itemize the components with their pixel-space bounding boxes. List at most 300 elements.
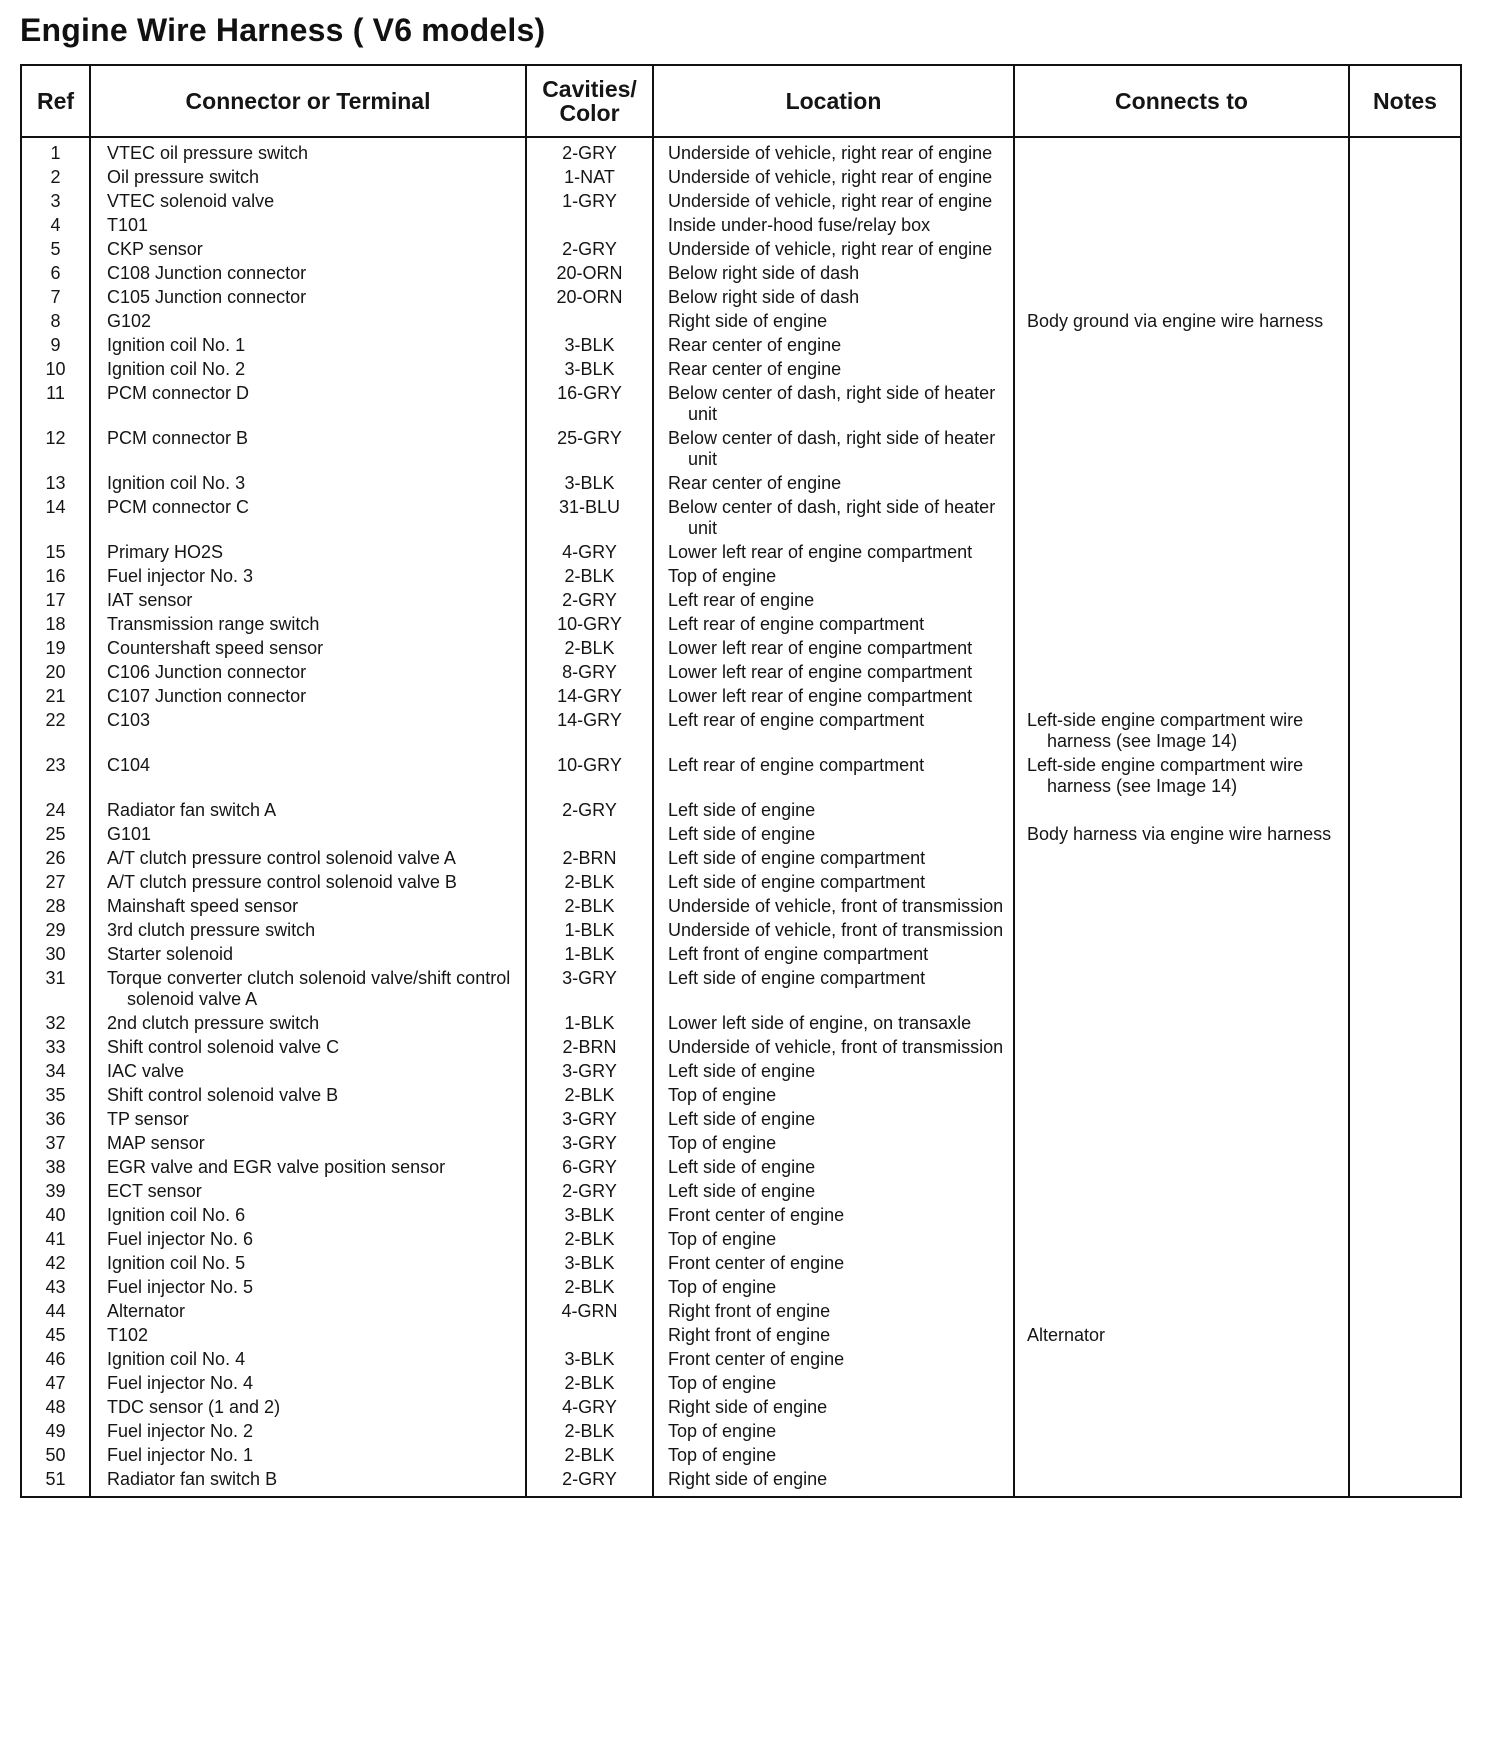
- notes-cell: [1349, 1298, 1461, 1322]
- ref-cell: [21, 1106, 90, 1130]
- cavities-cell: [526, 635, 653, 659]
- location-cell: [653, 332, 1014, 356]
- cavities-cell-text: 2-BLK: [564, 1445, 615, 1465]
- connector-cell: [90, 869, 526, 893]
- connects-to-cell: [1014, 587, 1349, 611]
- cavities-cell: [526, 1298, 653, 1322]
- ref-cell-text: 37: [45, 1133, 66, 1153]
- cavities-cell: [526, 1202, 653, 1226]
- connector-cell-text: A/T clutch pressure control solenoid valve B: [107, 872, 457, 892]
- cavities-cell-text: 1-BLK: [564, 920, 615, 940]
- notes-cell: [1349, 845, 1461, 869]
- cavities-cell-text: 3-BLK: [564, 1205, 615, 1225]
- ref-cell-text: 42: [45, 1253, 66, 1273]
- connector-cell: [90, 1322, 526, 1346]
- ref-cell-text: 47: [45, 1373, 66, 1393]
- table-row: [21, 563, 1461, 587]
- ref-cell: [21, 137, 90, 164]
- ref-cell: [21, 1010, 90, 1034]
- connects-to-cell: [1014, 1154, 1349, 1178]
- cavities-cell-text: 2-BLK: [564, 872, 615, 892]
- location-cell: [653, 1226, 1014, 1250]
- location-cell-text: Rear center of engine: [668, 473, 842, 493]
- location-cell: [653, 845, 1014, 869]
- connector-cell: [90, 707, 526, 752]
- ref-cell-text: 41: [45, 1229, 66, 1249]
- connects-to-cell: [1014, 659, 1349, 683]
- cavities-cell-text: 3-BLK: [564, 1253, 615, 1273]
- location-cell: [653, 236, 1014, 260]
- location-cell: [653, 1442, 1014, 1466]
- cavities-cell-text: 2-BRN: [562, 848, 617, 868]
- cavities-cell: [526, 332, 653, 356]
- connector-cell-text: A/T clutch pressure control solenoid valve A: [107, 848, 456, 868]
- connector-cell: [90, 1058, 526, 1082]
- cavities-cell: [526, 752, 653, 797]
- connector-cell-text: PCM connector D: [107, 383, 250, 403]
- ref-cell: [21, 1322, 90, 1346]
- connector-cell: [90, 965, 526, 1010]
- ref-cell-text: 26: [45, 848, 66, 868]
- connects-to-cell: [1014, 188, 1349, 212]
- location-cell-text: Lower left rear of engine compartment: [668, 638, 973, 658]
- connector-cell: [90, 137, 526, 164]
- location-cell-text: Right side of engine: [668, 1397, 828, 1417]
- location-cell-text: Below right side of dash: [668, 263, 860, 283]
- location-cell-text: Below center of dash, right side of heater unit: [668, 428, 996, 469]
- connector-cell-text: Fuel injector No. 5: [107, 1277, 254, 1297]
- cavities-cell-text: 2-GRY: [562, 590, 617, 610]
- ref-cell: [21, 1394, 90, 1418]
- cavities-cell-text: 2-BLK: [564, 896, 615, 916]
- cavities-cell-text: 8-GRY: [562, 662, 617, 682]
- ref-cell: [21, 707, 90, 752]
- location-cell-text: Right side of engine: [668, 1469, 828, 1489]
- cavities-cell: [526, 1394, 653, 1418]
- table-row: [21, 893, 1461, 917]
- ref-cell: [21, 1034, 90, 1058]
- connects-to-cell: [1014, 1034, 1349, 1058]
- location-cell-text: Underside of vehicle, front of transmission: [668, 1037, 1004, 1057]
- connector-cell-text: Torque converter clutch solenoid valve/shift control solenoid valve A: [107, 968, 511, 1009]
- location-cell: [653, 797, 1014, 821]
- table-row: [21, 1226, 1461, 1250]
- notes-cell: [1349, 1346, 1461, 1370]
- connects-to-cell-text: Body harness via engine wire harness: [1027, 824, 1332, 844]
- connects-to-cell: [1014, 236, 1349, 260]
- ref-cell-text: 36: [45, 1109, 66, 1129]
- connector-cell-text: C103: [107, 710, 151, 730]
- location-cell: [653, 917, 1014, 941]
- table-row: [21, 752, 1461, 797]
- cavities-cell: [526, 137, 653, 164]
- header-notes: Notes: [1349, 65, 1461, 137]
- ref-cell: [21, 797, 90, 821]
- connector-cell: [90, 380, 526, 425]
- location-cell-text: Left side of engine compartment: [668, 848, 926, 868]
- table-row: [21, 965, 1461, 1010]
- cavities-cell-text: 2-BLK: [564, 1421, 615, 1441]
- location-cell-text: Top of engine: [668, 1421, 777, 1441]
- connects-to-cell: [1014, 470, 1349, 494]
- notes-cell: [1349, 821, 1461, 845]
- table-row: [21, 164, 1461, 188]
- notes-cell: [1349, 1442, 1461, 1466]
- table-row: [21, 797, 1461, 821]
- connector-cell-text: Fuel injector No. 4: [107, 1373, 254, 1393]
- notes-cell: [1349, 659, 1461, 683]
- cavities-cell: [526, 1058, 653, 1082]
- cavities-cell: [526, 539, 653, 563]
- header-connector: Connector or Terminal: [90, 65, 526, 137]
- cavities-cell: [526, 1442, 653, 1466]
- connects-to-cell: [1014, 1298, 1349, 1322]
- cavities-cell-text: 1-GRY: [562, 191, 617, 211]
- location-cell: [653, 1346, 1014, 1370]
- connector-cell-text: Countershaft speed sensor: [107, 638, 324, 658]
- connects-to-cell: [1014, 1418, 1349, 1442]
- connector-cell: [90, 1130, 526, 1154]
- ref-cell: [21, 893, 90, 917]
- location-cell: [653, 1154, 1014, 1178]
- location-cell: [653, 494, 1014, 539]
- ref-cell-text: 43: [45, 1277, 66, 1297]
- ref-cell-text: 46: [45, 1349, 66, 1369]
- table-row: [21, 683, 1461, 707]
- notes-cell: [1349, 539, 1461, 563]
- ref-cell: [21, 635, 90, 659]
- connector-cell: [90, 236, 526, 260]
- cavities-cell: [526, 356, 653, 380]
- location-cell-text: Rear center of engine: [668, 335, 842, 355]
- ref-cell-text: 20: [45, 662, 66, 682]
- table-row: [21, 659, 1461, 683]
- connects-to-cell: [1014, 752, 1349, 797]
- ref-cell-text: 5: [50, 239, 61, 259]
- connector-cell: [90, 1178, 526, 1202]
- notes-cell: [1349, 563, 1461, 587]
- connector-cell-text: C108 Junction connector: [107, 263, 307, 283]
- table-row: [21, 332, 1461, 356]
- ref-cell-text: 11: [46, 383, 65, 403]
- cavities-cell-text: 2-BLK: [564, 566, 615, 586]
- connector-cell-text: MAP sensor: [107, 1133, 205, 1153]
- cavities-cell-text: 2-BLK: [564, 1373, 615, 1393]
- notes-cell: [1349, 494, 1461, 539]
- connects-to-cell: [1014, 1178, 1349, 1202]
- connector-cell: [90, 1274, 526, 1298]
- notes-cell: [1349, 1130, 1461, 1154]
- cavities-cell-text: 14-GRY: [557, 686, 622, 706]
- location-cell: [653, 539, 1014, 563]
- ref-cell-text: 21: [45, 686, 66, 706]
- cavities-cell-text: 20-ORN: [556, 263, 623, 283]
- cavities-cell-text: 2-BLK: [564, 1085, 615, 1105]
- notes-cell: [1349, 611, 1461, 635]
- ref-cell: [21, 752, 90, 797]
- cavities-cell-text: 2-GRY: [562, 143, 617, 163]
- connector-cell-text: Fuel injector No. 6: [107, 1229, 254, 1249]
- ref-cell-text: 35: [45, 1085, 66, 1105]
- table-row: [21, 1250, 1461, 1274]
- location-cell-text: Left side of engine: [668, 1109, 816, 1129]
- connector-cell: [90, 1250, 526, 1274]
- cavities-cell: [526, 1010, 653, 1034]
- cavities-cell: [526, 1346, 653, 1370]
- connector-cell-text: Ignition coil No. 4: [107, 1349, 246, 1369]
- location-cell-text: Top of engine: [668, 566, 777, 586]
- notes-cell: [1349, 1418, 1461, 1442]
- table-row: [21, 611, 1461, 635]
- table-row: [21, 1034, 1461, 1058]
- connects-to-cell-text: Left-side engine compartment wire harness (see Image 14): [1027, 710, 1304, 751]
- connector-cell-text: Fuel injector No. 1: [107, 1445, 254, 1465]
- ref-cell-text: 13: [45, 473, 66, 493]
- cavities-cell-text: 4-GRY: [562, 542, 617, 562]
- ref-cell: [21, 539, 90, 563]
- ref-cell-text: 25: [45, 824, 66, 844]
- ref-cell: [21, 260, 90, 284]
- table-row: [21, 1082, 1461, 1106]
- ref-cell: [21, 1154, 90, 1178]
- notes-cell: [1349, 188, 1461, 212]
- table-row: [21, 1106, 1461, 1130]
- location-cell: [653, 1058, 1014, 1082]
- cavities-cell: [526, 893, 653, 917]
- ref-cell: [21, 188, 90, 212]
- notes-cell: [1349, 1274, 1461, 1298]
- location-cell: [653, 260, 1014, 284]
- notes-cell: [1349, 707, 1461, 752]
- table-row: [21, 845, 1461, 869]
- ref-cell: [21, 212, 90, 236]
- connects-to-cell: [1014, 1442, 1349, 1466]
- location-cell-text: Underside of vehicle, right rear of engine: [668, 191, 993, 211]
- cavities-cell-text: 3-GRY: [562, 1133, 617, 1153]
- location-cell-text: Left rear of engine compartment: [668, 755, 925, 775]
- connects-to-cell: [1014, 1322, 1349, 1346]
- ref-cell-text: 32: [45, 1013, 66, 1033]
- connector-cell: [90, 1298, 526, 1322]
- ref-cell: [21, 1130, 90, 1154]
- table-row: [21, 188, 1461, 212]
- ref-cell: [21, 284, 90, 308]
- location-cell: [653, 611, 1014, 635]
- location-cell-text: Front center of engine: [668, 1253, 845, 1273]
- notes-cell: [1349, 635, 1461, 659]
- location-cell-text: Right side of engine: [668, 311, 828, 331]
- location-cell: [653, 1106, 1014, 1130]
- connector-cell-text: Fuel injector No. 2: [107, 1421, 254, 1441]
- table-row: [21, 137, 1461, 164]
- location-cell-text: Left rear of engine: [668, 590, 815, 610]
- ref-cell-text: 44: [45, 1301, 66, 1321]
- ref-cell-text: 19: [45, 638, 66, 658]
- notes-cell: [1349, 1034, 1461, 1058]
- table-row: [21, 1298, 1461, 1322]
- location-cell: [653, 308, 1014, 332]
- connects-to-cell: [1014, 1226, 1349, 1250]
- location-cell: [653, 212, 1014, 236]
- notes-cell: [1349, 1082, 1461, 1106]
- connector-cell: [90, 659, 526, 683]
- connector-cell-text: Ignition coil No. 6: [107, 1205, 246, 1225]
- notes-cell: [1349, 752, 1461, 797]
- ref-cell: [21, 941, 90, 965]
- table-row: [21, 869, 1461, 893]
- cavities-cell: [526, 236, 653, 260]
- ref-cell: [21, 308, 90, 332]
- location-cell: [653, 587, 1014, 611]
- cavities-cell-text: 31-BLU: [558, 497, 621, 517]
- cavities-cell: [526, 1226, 653, 1250]
- connector-cell-text: Oil pressure switch: [107, 167, 260, 187]
- cavities-cell-text: 2-BLK: [564, 1277, 615, 1297]
- cavities-cell: [526, 1322, 653, 1346]
- location-cell: [653, 1466, 1014, 1497]
- cavities-cell: [526, 284, 653, 308]
- connects-to-cell: [1014, 845, 1349, 869]
- location-cell-text: Left side of engine: [668, 800, 816, 820]
- location-cell-text: Underside of vehicle, front of transmission: [668, 896, 1004, 916]
- notes-cell: [1349, 212, 1461, 236]
- table-row: [21, 260, 1461, 284]
- ref-cell-text: 34: [45, 1061, 66, 1081]
- location-cell: [653, 635, 1014, 659]
- notes-cell: [1349, 425, 1461, 470]
- location-cell-text: Lower left rear of engine compartment: [668, 686, 973, 706]
- ref-cell-text: 16: [45, 566, 66, 586]
- connects-to-cell: [1014, 494, 1349, 539]
- location-cell: [653, 164, 1014, 188]
- connects-to-cell: [1014, 260, 1349, 284]
- ref-cell: [21, 1058, 90, 1082]
- table-row: [21, 425, 1461, 470]
- ref-cell: [21, 659, 90, 683]
- connector-cell: [90, 845, 526, 869]
- ref-cell: [21, 1250, 90, 1274]
- location-cell: [653, 137, 1014, 164]
- location-cell-text: Left side of engine: [668, 1061, 816, 1081]
- ref-cell-text: 17: [45, 590, 66, 610]
- cavities-cell-text: 10-GRY: [557, 614, 622, 634]
- connector-cell-text: PCM connector C: [107, 497, 250, 517]
- connector-cell: [90, 356, 526, 380]
- cavities-cell: [526, 260, 653, 284]
- notes-cell: [1349, 236, 1461, 260]
- cavities-cell-text: 3-BLK: [564, 473, 615, 493]
- connector-cell: [90, 821, 526, 845]
- ref-cell: [21, 845, 90, 869]
- connects-to-cell: [1014, 563, 1349, 587]
- location-cell-text: Front center of engine: [668, 1349, 845, 1369]
- location-cell-text: Underside of vehicle, right rear of engine: [668, 143, 993, 163]
- cavities-cell: [526, 308, 653, 332]
- cavities-cell-text: 4-GRY: [562, 1397, 617, 1417]
- notes-cell: [1349, 356, 1461, 380]
- location-cell-text: Left side of engine compartment: [668, 872, 926, 892]
- ref-cell: [21, 683, 90, 707]
- table-row: [21, 1274, 1461, 1298]
- cavities-cell-text: 2-GRY: [562, 239, 617, 259]
- ref-cell: [21, 1226, 90, 1250]
- ref-cell: [21, 965, 90, 1010]
- connector-cell-text: Alternator: [107, 1301, 186, 1321]
- notes-cell: [1349, 683, 1461, 707]
- cavities-cell: [526, 965, 653, 1010]
- ref-cell-text: 23: [45, 755, 66, 775]
- cavities-cell: [526, 941, 653, 965]
- connector-cell-text: T102: [107, 1325, 149, 1345]
- connector-cell-text: TP sensor: [107, 1109, 189, 1129]
- ref-cell-text: 38: [45, 1157, 66, 1177]
- header-connects-to: Connects to: [1014, 65, 1349, 137]
- connector-cell: [90, 260, 526, 284]
- cavities-cell-text: 1-BLK: [564, 1013, 615, 1033]
- cavities-cell-text: 3-BLK: [564, 1349, 615, 1369]
- connects-to-cell: [1014, 212, 1349, 236]
- notes-cell: [1349, 1466, 1461, 1497]
- connects-to-cell-text: Body ground via engine wire harness: [1027, 311, 1324, 331]
- connector-cell: [90, 1154, 526, 1178]
- ref-cell: [21, 1202, 90, 1226]
- connects-to-cell: [1014, 965, 1349, 1010]
- cavities-cell-text: 20-ORN: [556, 287, 623, 307]
- notes-cell: [1349, 308, 1461, 332]
- cavities-cell: [526, 1082, 653, 1106]
- notes-cell: [1349, 797, 1461, 821]
- ref-cell: [21, 1370, 90, 1394]
- location-cell: [653, 821, 1014, 845]
- connector-cell: [90, 1034, 526, 1058]
- connects-to-cell: [1014, 635, 1349, 659]
- header-location: Location: [653, 65, 1014, 137]
- table-row: [21, 1130, 1461, 1154]
- ref-cell: [21, 494, 90, 539]
- cavities-cell: [526, 1034, 653, 1058]
- connects-to-cell: [1014, 1346, 1349, 1370]
- cavities-cell-text: 2-GRY: [562, 1181, 617, 1201]
- table-row: [21, 1466, 1461, 1497]
- ref-cell: [21, 869, 90, 893]
- ref-cell-text: 1: [50, 143, 61, 163]
- connector-cell: [90, 635, 526, 659]
- location-cell: [653, 1130, 1014, 1154]
- notes-cell: [1349, 1370, 1461, 1394]
- connects-to-cell: [1014, 707, 1349, 752]
- cavities-cell: [526, 1106, 653, 1130]
- connector-cell: [90, 1466, 526, 1497]
- table-row: [21, 1370, 1461, 1394]
- connects-to-cell: [1014, 308, 1349, 332]
- location-cell: [653, 941, 1014, 965]
- connects-to-cell-text: Alternator: [1027, 1325, 1106, 1345]
- ref-cell-text: 40: [45, 1205, 66, 1225]
- table-row: [21, 1322, 1461, 1346]
- connector-cell-text: G102: [107, 311, 152, 331]
- connects-to-cell: [1014, 539, 1349, 563]
- notes-cell: [1349, 1202, 1461, 1226]
- location-cell-text: Left rear of engine compartment: [668, 614, 925, 634]
- connector-cell-text: T101: [107, 215, 149, 235]
- table-row: [21, 1442, 1461, 1466]
- cavities-cell-text: 4-GRN: [561, 1301, 618, 1321]
- connector-cell: [90, 212, 526, 236]
- location-cell-text: Underside of vehicle, front of transmission: [668, 920, 1004, 940]
- table-row: [21, 494, 1461, 539]
- connector-cell-text: IAT sensor: [107, 590, 193, 610]
- connects-to-cell: [1014, 1106, 1349, 1130]
